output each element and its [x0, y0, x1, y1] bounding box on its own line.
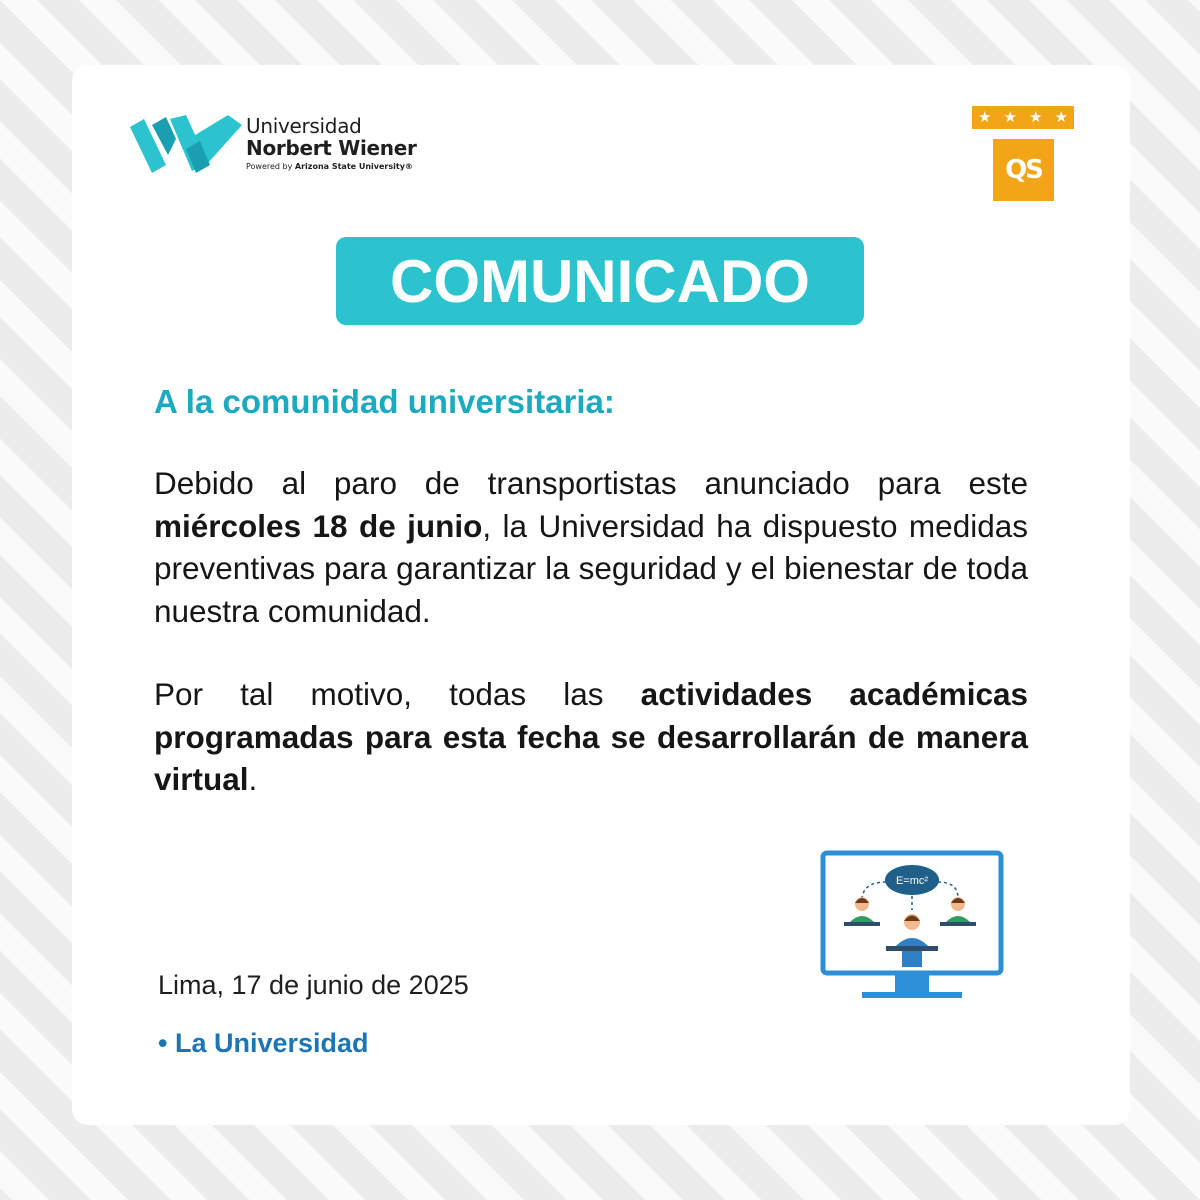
- university-logo-icon: [130, 115, 242, 173]
- logo-name-line2: Norbert Wiener: [246, 136, 417, 160]
- announcement-card: [72, 65, 1130, 1125]
- announcement-date: Lima, 17 de junio de 2025: [158, 970, 469, 1000]
- star-icon: ★: [1054, 108, 1068, 126]
- star-icon: ★: [1003, 108, 1017, 126]
- announcement-signature: • La Universidad: [158, 1028, 369, 1058]
- qs-stars-rating: [972, 106, 1074, 129]
- greeting-heading: A la comunidad universitaria:: [154, 383, 615, 420]
- banner-title: COMUNICADO: [390, 247, 810, 315]
- paragraph2-text-start: Por tal motivo, todas las: [154, 676, 641, 712]
- paragraph1-date-highlight: miércoles 18 de junio: [154, 507, 483, 544]
- paragraph2-text-end: .: [248, 761, 258, 797]
- qs-logo: QS: [993, 139, 1054, 201]
- virtual-class-monitor-icon: [820, 850, 1008, 1002]
- formula-text: E=mc²: [895, 875, 929, 887]
- paragraph2-highlight: actividades académicas programadas para esta fecha se desarrollarán de manera virtual: [154, 676, 1028, 797]
- powered-by-label: Powered by: [246, 162, 293, 171]
- star-icon: ★: [1029, 108, 1043, 126]
- partner-name: Arizona State University®: [294, 162, 413, 171]
- logo-name-line1: Universidad: [246, 114, 362, 138]
- paragraph1-text-start: Debido al paro de transportistas anunciado para este: [154, 465, 1028, 501]
- comunicado-banner: [336, 237, 864, 325]
- star-icon: ★: [978, 108, 992, 126]
- paragraph1-text-end: , la Universidad ha dispuesto medidas preventivas para garantizar la seguridad y el bienestar de toda nuestra comunidad.: [154, 507, 1028, 629]
- paragraph-strike-notice: [154, 462, 1028, 632]
- paragraph-virtual-classes: [154, 673, 1028, 801]
- logo-powered-by: [246, 161, 417, 173]
- university-logo-text: [246, 115, 417, 173]
